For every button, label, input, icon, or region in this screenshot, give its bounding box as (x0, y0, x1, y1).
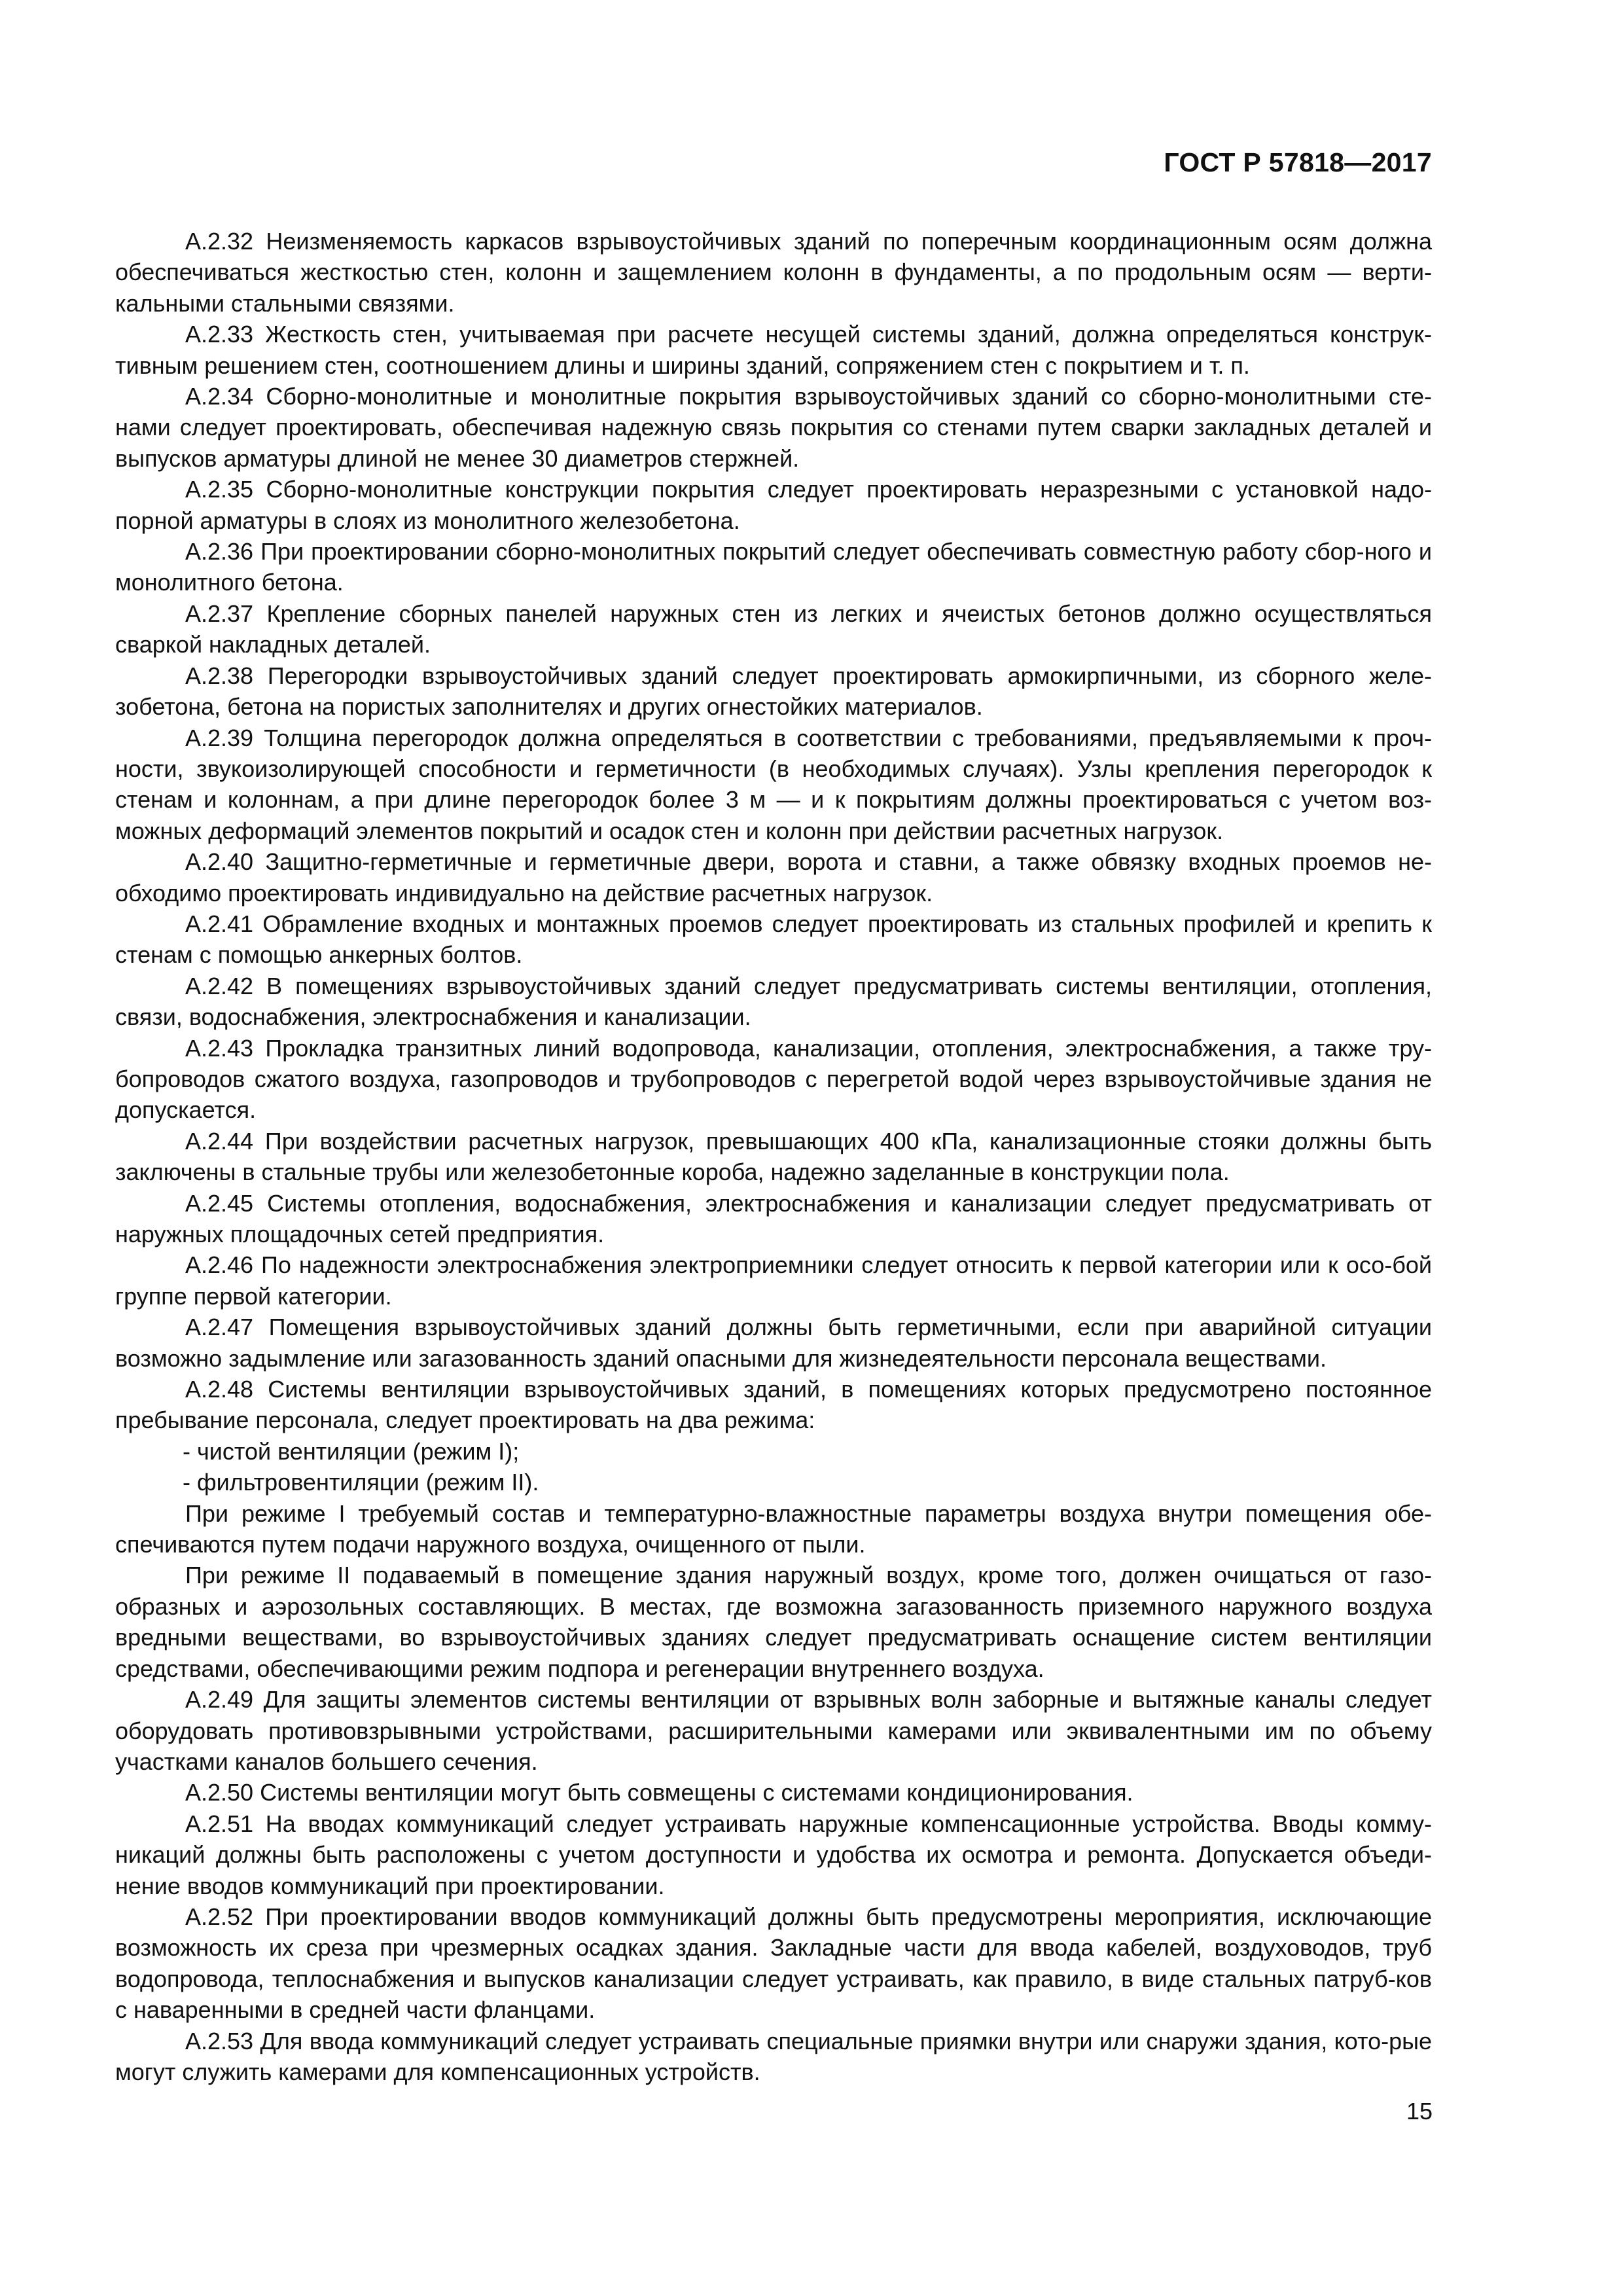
clause-a-2-40: А.2.40 Защитно-герметичные и герметичные двери, ворота и ставни, а также обвязку входных проемов не-обходимо проектировать индивидуально на действие расчетных нагрузок. (115, 848, 1432, 906)
clause-a-2-49: А.2.49 Для защиты элементов системы вентиляции от взрывных волн заборные и вытяжные каналы следует оборудовать противовзрывными устройствами, расширительными камерами или эквивалентными им по объему участками каналов большего сечения. (115, 1686, 1432, 1775)
clause-a-2-35: А.2.35 Сборно-монолитные конструкции покрытия следует проектировать неразрезными с установкой надо-порной арматуры в слоях из монолитного железобетона. (115, 476, 1432, 534)
list-item-mode-1: - чистой вентиляции (режим I); (183, 1437, 520, 1465)
clause-a-2-32: А.2.32 Неизменяемость каркасов взрывоустойчивых зданий по поперечным координационным осям должна обеспечиваться жесткостью стен, колонн и защемлением колонн в фундаменты, а по продольным осям — верти-кальными стальными связями. (115, 228, 1432, 317)
document-code: ГОСТ Р 57818—2017 (1164, 147, 1432, 177)
list-item-mode-2: - фильтровентиляции (режим II). (183, 1469, 539, 1496)
clause-a-2-41: А.2.41 Обрамление входных и монтажных проемов следует проектировать из стальных профилей и крепить к стенам с помощью анкерных болтов. (115, 910, 1432, 969)
clause-a-2-42: А.2.42 В помещениях взрывоустойчивых зданий следует предусматривать системы вентиляции, отопления, связи, водоснабжения, электроснабжения и канализации. (115, 972, 1432, 1031)
clause-a-2-45: А.2.45 Системы отопления, водоснабжения, электроснабжения и канализации следует предусматривать от наружных площадочных сетей предприятия. (115, 1189, 1432, 1247)
clause-a-2-51: А.2.51 На вводах коммуникаций следует устраивать наружные компенсационные устройства. Вводы комму-никаций должны быть расположены с учетом доступности и удобства их осмотра и ремонта. Допускается объеди-нение вводов коммуникаций при проектировании. (115, 1810, 1432, 1899)
document-body (115, 226, 1432, 2087)
mode-1-paragraph: При режиме I требуемый состав и температурно-влажностные параметры воздуха внутри помещения обе-спечиваются путем подачи наружного воздуха, очищенного от пыли. (115, 1499, 1432, 1558)
clause-a-2-34: А.2.34 Сборно-монолитные и монолитные покрытия взрывоустойчивых зданий со сборно-монолитными сте-нами следует проектировать, обеспечивая надежную связь покрытия со стенами путем сварки закладных деталей и выпусков арматуры длиной не менее 30 диаметров стержней. (115, 383, 1432, 472)
clause-a-2-37: А.2.37 Крепление сборных панелей наружных стен из легких и ячеистых бетонов должно осуществляться сваркой накладных деталей. (115, 600, 1432, 658)
clause-a-2-46: А.2.46 По надежности электроснабжения электроприемники следует относить к первой категории или к осо-бой группе первой категории. (115, 1251, 1432, 1310)
clause-a-2-38: А.2.38 Перегородки взрывоустойчивых зданий следует проектировать армокирпичными, из сборного желе-зобетона, бетона на пористых заполнителях и других огнестойких материалов. (115, 662, 1432, 721)
clause-a-2-36: А.2.36 При проектировании сборно-монолитных покрытий следует обеспечивать совместную работу сбор-ного и монолитного бетона. (115, 538, 1432, 596)
clause-a-2-43: А.2.43 Прокладка транзитных линий водопровода, канализации, отопления, электроснабжения, а также тру-бопроводов сжатого воздуха, газопроводов и трубопроводов с перегретой водой через взрывоустойчивые здания не допускается. (115, 1034, 1432, 1124)
clause-a-2-48: А.2.48 Системы вентиляции взрывоустойчивых зданий, в помещениях которых предусмотрено постоянное пребывание персонала, следует проектировать на два режима: (115, 1376, 1432, 1434)
mode-2-paragraph: При режиме II подаваемый в помещение здания наружный воздух, кроме того, должен очищаться от газо-образных и аэрозольных составляющих. В местах, где возможна загазованность приземного наружного воздуха вредными веществами, во взрывоустойчивых зданиях следует предусматривать оснащение систем вентиляции средствами, обеспечивающими режим подпора и регенерации внутреннего воздуха. (115, 1562, 1432, 1682)
clause-a-2-53: А.2.53 Для ввода коммуникаций следует устраивать специальные приямки внутри или снаружи здания, кото-рые могут служить камерами для компенсационных устройств. (115, 2027, 1432, 2085)
clause-a-2-52: А.2.52 При проектировании вводов коммуникаций должны быть предусмотрены мероприятия, исключающие возможность их среза при чрезмерных осадках здания. Закладные части для ввода кабелей, воздуховодов, труб водопровода, теплоснабжения и выпусков канализации следует устраивать, как правило, в виде стальных патруб-ков с наваренными в средней части фланцами. (115, 1903, 1432, 2024)
clause-a-2-50: А.2.50 Системы вентиляции могут быть совмещены с системами кондиционирования. (185, 1779, 1133, 1806)
clause-a-2-47: А.2.47 Помещения взрывоустойчивых зданий должны быть герметичными, если при аварийной ситуации возможно задымление или загазованность зданий опасными для жизнедеятельности персонала веществами. (115, 1314, 1432, 1372)
clause-a-2-44: А.2.44 При воздействии расчетных нагрузок, превышающих 400 кПа, канализационные стояки должны быть заключены в стальные трубы или железобетонные короба, надежно заделанные в конструкции пола. (115, 1127, 1432, 1186)
page-number: 15 (1406, 2098, 1433, 2125)
clause-a-2-39: А.2.39 Толщина перегородок должна определяться в соответствии с требованиями, предъявляемыми к проч-ности, звукоизолирующей способности и герметичности (в необходимых случаях). Узлы крепления перегородок к стенам и колоннам, а при длине перегородок более 3 м — и к покрытиям должны проектироваться с учетом воз-можных деформаций элементов покрытий и осадок стен и колонн при действии расчетных нагрузок. (115, 724, 1432, 844)
clause-a-2-33: А.2.33 Жесткость стен, учитываемая при расчете несущей системы зданий, должна определяться конструк-тивным решением стен, соотношением длины и ширины зданий, сопряжением стен с покрытием и т. п. (115, 321, 1432, 379)
